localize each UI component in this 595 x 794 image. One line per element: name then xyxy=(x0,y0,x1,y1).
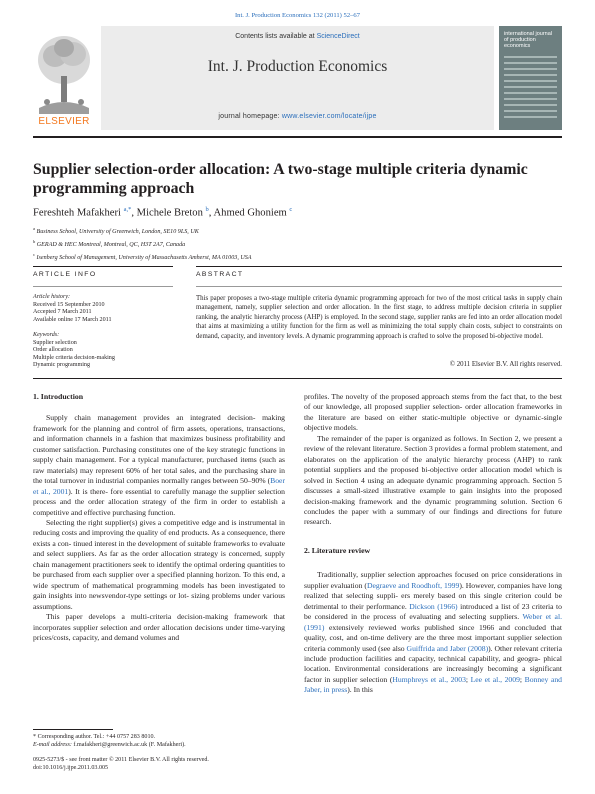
affiliation-item xyxy=(33,237,252,250)
left-column xyxy=(33,392,285,643)
article-info-body xyxy=(33,294,173,370)
header-rule xyxy=(33,136,562,138)
article-info-subrule xyxy=(33,286,173,287)
email-label: E-mail address: xyxy=(33,742,72,749)
contents-available xyxy=(101,33,494,40)
publisher-wordmark: ELSEVIER xyxy=(38,116,90,127)
journal-homepage xyxy=(101,113,494,120)
doi-link[interactable]: doi:10.1016/j.ijpe.2011.03.005 xyxy=(33,765,109,772)
citation-link[interactable]: Guiffrida and Jaber (2008) xyxy=(406,643,489,653)
affiliations xyxy=(33,224,252,264)
elsevier-logo[interactable] xyxy=(33,26,95,130)
citation-link[interactable]: Bonney and Jaber, in press xyxy=(304,674,562,695)
intro-paragraph-2: Selecting the right supplier(s) gives a competitive edge and is instrumental in reducing costs and improving the quality of end products. As a consequence, there exists a con- tinued interest in the development of suitable frameworks to evaluate and select suppliers. As far as the order allocation strategy is concerned, supply chain management practitioners seek to identify the optimal ordering quantities to be purchased from each supplier over a specified planning horizon. To this end, a wide spectrum of mathematical programming models has been investigated to gain insights into newsvendor-type settings or lot- sizing problems under various assumptions. xyxy=(33,517,285,611)
author-affiliation-marker[interactable]: c xyxy=(289,206,293,213)
contents-prefix: Contents lists available at xyxy=(235,33,317,40)
email-address[interactable]: f.mafakheri@greenwich.ac.uk (F. Mafakheri). xyxy=(73,742,186,749)
author-name: Ahmed Ghoniem xyxy=(213,207,287,219)
literature-review-paragraph: Traditionally, supplier selection approaches focused on price considerations in supplier evaluation (Degraeve and Roodhoft, 1999). However, companies have long realized that selecting suppli- ers merely based on this single criterion could be detrimental to their performance. Dickson (1966) introduced a list of 23 criteria to be considered in the process of evaluating and selecting suppliers. Weber et al. (1991) extensively reviewed works published since 1966 and concluded that quality, cost, and on-time delivery are the three most important supplier selection criteria commonly used (see also Guiffrida and Jaber (2008)). Other relevant criteria include production facilities and capacity, technical capability, and geogra- phical location. Environmental considerations are increasingly becoming a significant factor in supplier selection (Humphreys et al., 2003; Lee et al., 2009; Bonney and Jaber, in press). In this xyxy=(304,570,563,695)
article-info-heading: ARTICLE INFO xyxy=(33,271,97,278)
citation-line[interactable]: Int. J. Production Economics 132 (2011) 52–67 xyxy=(234,12,361,19)
paper-outline-paragraph: The remainder of the paper is organized as follows. In Section 2, we present a review of the relevant literature. Section 3 provides a formal problem statement, and elaborates on the application of the analytic hierarchy process (AHP) to rank potential suppliers and the proposed bi-objective order allocation model which is solved in Section 4 using an adequate dynamic programming approach. Section 5 discusses a small-sized illustrative example to gain insights into the proposed decision-making framework and the dynamic programming solution. Section 6 concludes the paper with a summary of our findings and directions for future research. xyxy=(304,433,563,527)
intro-paragraph-1: Supply chain management provides an integrated decision- making framework for the planning and control of firm assets, operations, transactions, and information channels in a fashion that maximizes business profitability and customer satisfaction. Purchasing constitutes one of the key strategic functions in supply chain management. For a typical manufacturer, purchased items (such as raw materials) may represent 60% of her total sales, and the purchasing share in the total turnover in industrial companies normally ranges between 50–90% (Boer et al., 2001). It is there- fore essential to carefully manage the supplier selection process and the order allocation strategy of the firm in order to establish a competitive and effective purchasing function. xyxy=(33,413,286,517)
citation-link[interactable]: et al., 2003 xyxy=(430,674,466,684)
history-accepted: Accepted 7 March 2011 xyxy=(33,309,92,316)
author-name: Michele Breton xyxy=(136,207,203,219)
footnote-divider xyxy=(33,729,113,730)
history-online: Available online 17 March 2011 xyxy=(33,316,112,323)
citation-link[interactable]: Boer et al., 2001 xyxy=(33,476,285,496)
citation-link[interactable]: Weber et al. (1991) xyxy=(304,612,562,632)
abstract-heading: ABSTRACT xyxy=(196,271,244,278)
page-footer xyxy=(33,756,209,772)
abstract-text: This paper proposes a two-stage multiple criteria dynamic programming approach for two of the most critical tasks in supply chain management, namely, supplier selection and order allocation. In the first stage, to address multiple decision criteria in supplier ranking, the analytic hierarchy process (AHP) is employed. In the second stage, supplier ranks are fed into an order allocation model that aims at maximizing a utility function for the firm as well as minimizing the total supply chain costs, subject to constraints on demand, capacity, and inventory levels. A dynamic programming approach is crafted to solve the proposed bi-objective model. xyxy=(196,295,562,340)
homepage-label: journal homepage: xyxy=(218,113,282,120)
keyword-item: Supplier selection xyxy=(33,339,77,346)
citation-link[interactable]: Humphreys xyxy=(392,674,429,684)
abstract-divider xyxy=(196,266,562,267)
cover-decoration xyxy=(504,56,557,122)
tree-icon xyxy=(33,26,95,116)
corresponding-author-footnote xyxy=(33,733,186,749)
email-line xyxy=(33,741,186,749)
author-affiliation-marker[interactable]: a,* xyxy=(123,206,132,213)
affiliation-marker: b xyxy=(33,239,36,245)
intro-continued-paragraph: profiles. The novelty of the proposed approach stems from the fact that, to the best of our knowledge, all proposed supplier selection- order allocation frameworks in the literature are based on either static-multiple objective or dynamic-single objective models. xyxy=(304,392,562,433)
affiliation-text: Isenberg School of Management, University of Massachusetts Amherst, MA 01003, USA xyxy=(36,255,252,262)
journal-cover-thumbnail[interactable] xyxy=(499,26,562,130)
article-title: Supplier selection-order allocation: A two-stage multiple criteria dynamic programming approach xyxy=(33,161,528,197)
intro-paragraph-3: This paper develops a multi-criteria decision-making framework that incorporates supplier selection and order allocation decisions under time-varying prices/costs, capacity, and demand volumes and xyxy=(33,612,285,642)
citation-link[interactable]: 1999 xyxy=(444,580,460,590)
corresponding-author: * Corresponding author. Tel.: +44 0757 283 8010. xyxy=(33,734,156,740)
citation-link[interactable]: Degraeve and Roodhoft, xyxy=(366,580,443,590)
homepage-link[interactable]: www.elsevier.com/locate/ijpe xyxy=(281,113,377,120)
affiliation-text: Business School, University of Greenwich, London, SE10 9LS, UK xyxy=(36,229,199,236)
history-label: Article history: xyxy=(33,294,71,300)
history-received: Received 15 September 2010 xyxy=(33,301,105,308)
author-affiliation-marker[interactable]: b xyxy=(205,206,209,213)
author-name: Fereshteh Mafakheri xyxy=(33,207,121,219)
keyword-item: Multiple criteria decision-making xyxy=(33,354,115,361)
article-info-divider xyxy=(33,266,173,267)
citation-link[interactable]: Lee et al., 2009 xyxy=(470,674,520,684)
sciencedirect-link[interactable]: ScienceDirect xyxy=(316,33,360,40)
section-heading-introduction: 1. Introduction xyxy=(33,392,84,401)
affiliation-text: GERAD & HEC Montreal, Montreal, QC, H3T 2A7, Canada xyxy=(36,242,186,249)
masthead xyxy=(33,26,562,130)
copyright-notice: © 2011 Elsevier B.V. All rights reserved. xyxy=(449,361,562,368)
abstract-bottom-divider xyxy=(33,378,562,379)
affiliation-marker: c xyxy=(33,252,35,258)
keywords-label: Keywords: xyxy=(33,331,60,338)
keyword-item: Dynamic programming xyxy=(33,362,91,369)
affiliation-item xyxy=(33,250,252,263)
journal-banner xyxy=(101,26,494,130)
affiliation-item xyxy=(33,224,252,237)
affiliation-marker: a xyxy=(33,226,35,231)
author-list: Fereshteh Mafakheri $^{a,*}$, Michele Breton $^b$, Ahmed Ghoniem $^c$ xyxy=(33,206,293,219)
citation-link[interactable]: Dickson (1966) xyxy=(409,601,458,611)
keyword-item: Order allocation xyxy=(33,347,73,354)
section-heading-literature-review: 2. Literature review xyxy=(304,545,371,555)
issn-line: 0925-5273/$ - see front matter © 2011 Elsevier B.V. All rights reserved. xyxy=(33,757,209,763)
journal-name: Int. J. Production Economics xyxy=(207,58,388,75)
right-column xyxy=(304,392,562,696)
abstract-subrule xyxy=(196,286,562,287)
cover-title: international journal of production economics xyxy=(504,31,553,50)
